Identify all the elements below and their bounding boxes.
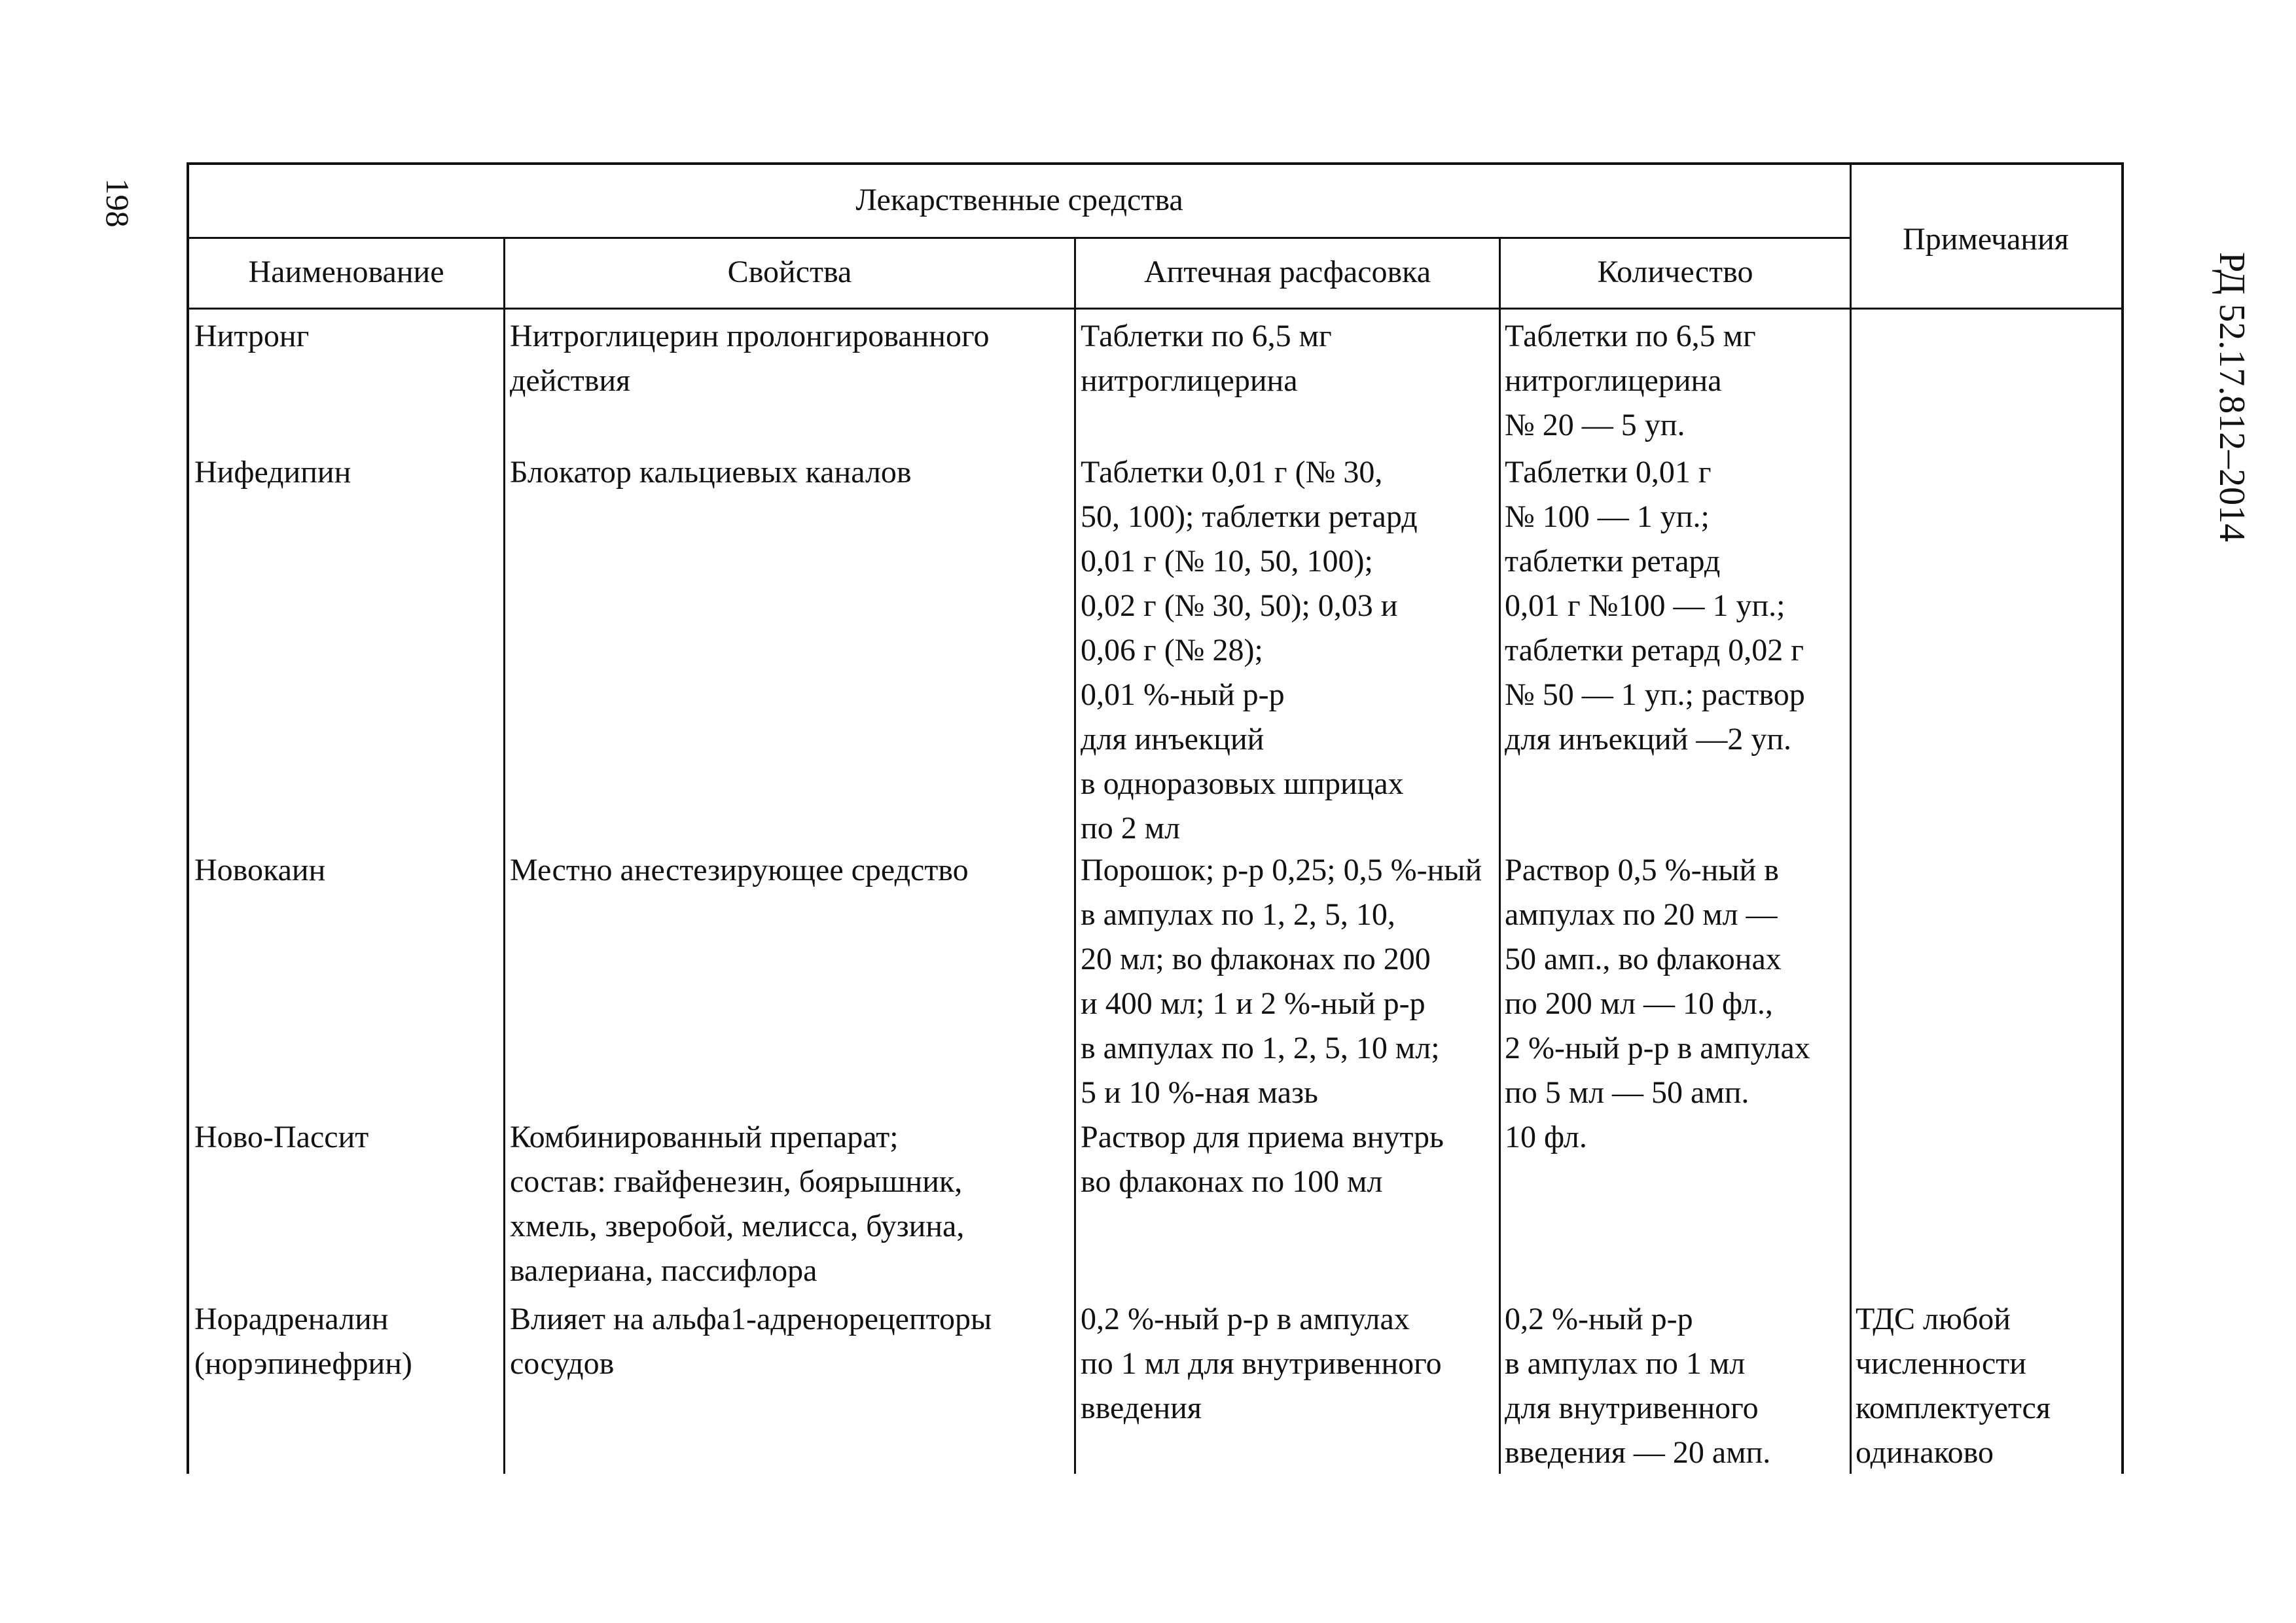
row-quantity: 10 фл. xyxy=(1505,1120,1587,1154)
column-header-name: Наименование xyxy=(248,255,444,289)
page-number: 198 xyxy=(99,178,136,228)
row-name: Новокаин xyxy=(194,853,326,887)
group-header: Лекарственные средства xyxy=(855,183,1183,217)
document-code: РД 52.17.812–2014 xyxy=(2212,252,2252,543)
notes-header: Примечания xyxy=(1903,222,2069,257)
row-name: Ново-Пассит xyxy=(194,1120,369,1154)
row-name: Нитронг xyxy=(194,319,310,353)
row-packaging: Порошок; р-р 0,25; 0,5 %-ный в ампулах по 1, 2, 5, 10, 20 мл; во флаконах по 200 и 400 мл; 1 и 2 %-ный р-р в ампулах по 1, 2, 5, 10 мл; 5 и 10 %-ная мазь xyxy=(1081,853,1482,1110)
column-header-packaging: Аптечная расфасовка xyxy=(1143,255,1431,289)
row-packaging: Раствор для приема внутрь во флаконах по 100 мл xyxy=(1081,1120,1444,1199)
column-divider xyxy=(503,237,505,1474)
column-divider xyxy=(1074,237,1076,1474)
row-properties: Влияет на альфа1-адренорецепторы сосудов xyxy=(510,1302,992,1381)
row-name: Норадреналин (норэпинефрин) xyxy=(194,1302,412,1381)
column-header-properties: Свойства xyxy=(727,255,852,289)
row-packaging: 0,2 %-ный р-р в ампулах по 1 мл для внутривенного введения xyxy=(1081,1302,1442,1425)
row-quantity: 0,2 %-ный р-р в ампулах по 1 мл для внутривенного введения — 20 амп. xyxy=(1505,1302,1771,1470)
row-properties: Комбинированный препарат; состав: гвайфенезин, боярышник, хмель, зверобой, мелисса, бузина, валериана, пассифлора xyxy=(510,1120,965,1288)
row-notes: ТДС любой численности комплектуется одинаково xyxy=(1856,1302,2051,1470)
header-divider xyxy=(189,237,1850,239)
header-bottom-line xyxy=(189,308,2121,310)
row-quantity: Таблетки по 6,5 мг нитроглицерина № 20 — 5 уп. xyxy=(1505,319,1756,442)
row-properties: Местно анестезирующее средство xyxy=(510,853,969,887)
row-name: Нифедипин xyxy=(194,455,351,490)
row-quantity: Раствор 0,5 %-ный в ампулах по 20 мл — 50 амп., во флаконах по 200 мл — 10 фл., 2 %-ный р-р в ампулах по 5 мл — 50 амп. xyxy=(1505,853,1810,1110)
column-divider xyxy=(1850,165,1852,1474)
row-packaging: Таблетки по 6,5 мг нитроглицерина xyxy=(1081,319,1332,398)
medicines-table xyxy=(187,162,2124,1474)
column-divider xyxy=(1499,237,1501,1474)
column-header-quantity: Количество xyxy=(1597,255,1753,289)
row-packaging: Таблетки 0,01 г (№ 30, 50, 100); таблетки ретард 0,01 г (№ 10, 50, 100); 0,02 г (№ 30, 50); 0,03 и 0,06 г (№ 28); 0,01 %-ный р-р для инъекций в одноразовых шприцах по 2 мл xyxy=(1081,455,1418,846)
row-properties: Блокатор кальциевых каналов xyxy=(510,455,912,490)
row-properties: Нитроглицерин пролонгированного действия xyxy=(510,319,990,398)
row-quantity: Таблетки 0,01 г № 100 — 1 уп.; таблетки ретард 0,01 г №100 — 1 уп.; таблетки ретард 0,02 г № 50 — 1 уп.; раствор для инъекций —2 уп. xyxy=(1505,455,1805,757)
